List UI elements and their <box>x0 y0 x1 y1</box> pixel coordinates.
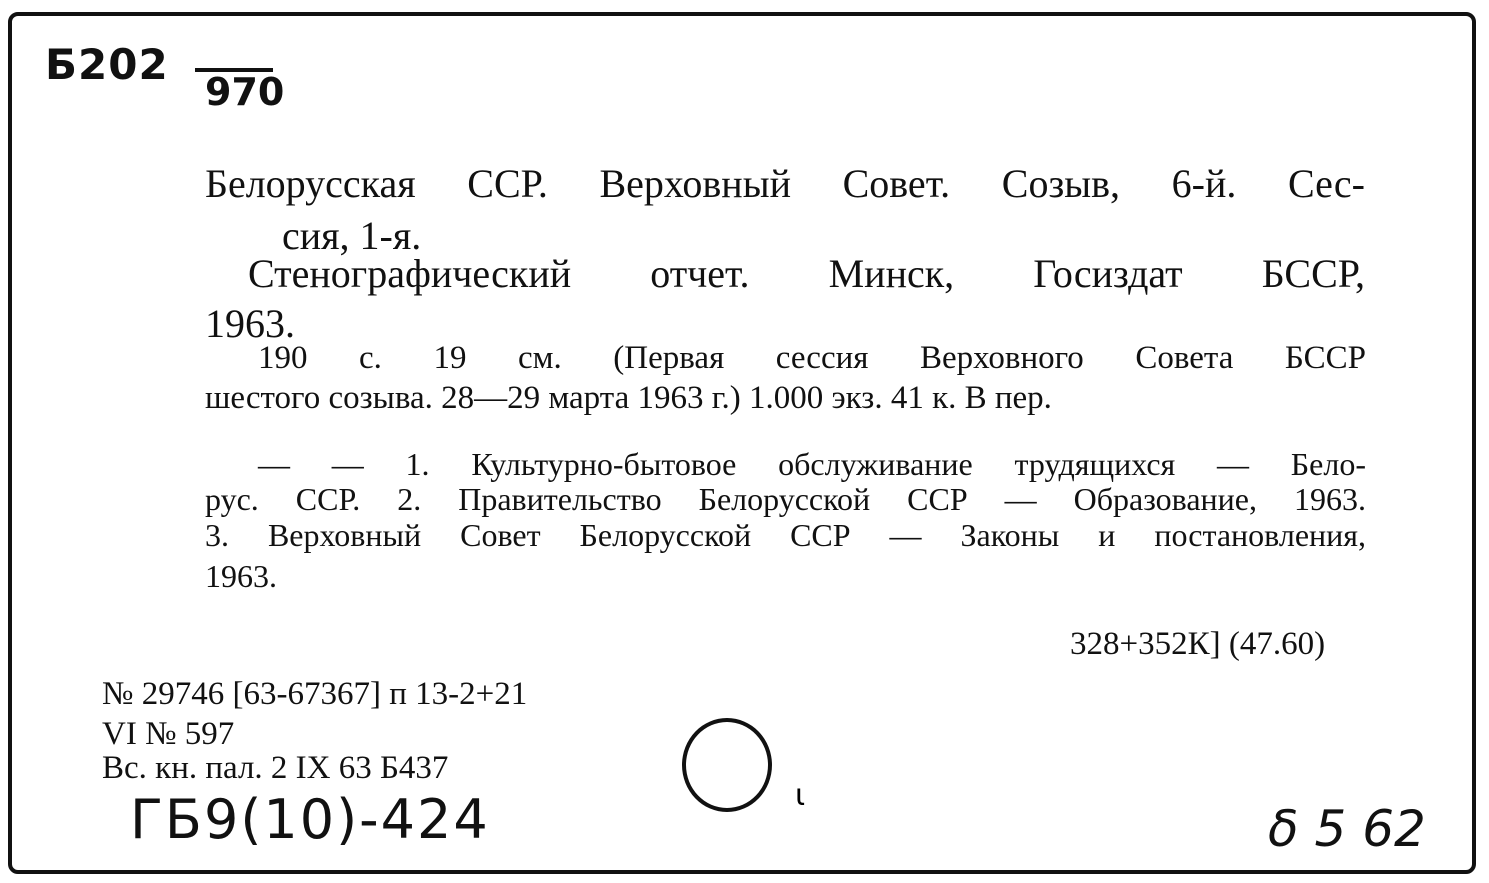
publication-year: 1963. <box>205 301 295 346</box>
subject-heading-line-1: — — 1. Культурно-бытовое обслуживание трудящихся — Бело- <box>258 446 1366 482</box>
subject-heading-line-4: 1963. <box>205 558 277 594</box>
handwritten-corner-note: δ 5 62 <box>1268 800 1426 858</box>
card-number-line-3: Вс. кн. пал. 2 IX 63 Б437 <box>102 750 449 786</box>
title-line-2: сия, 1-я. <box>282 213 422 258</box>
udc-index: 328+352К] (47.60) <box>1070 626 1326 662</box>
subject-heading-line-2: рус. ССР. 2. Правительство Белорусской ССР — Образование, 1963. <box>205 481 1366 517</box>
classification-mark: Б202 <box>45 40 169 89</box>
title-line-1: Белорусская ССР. Верховный Совет. Созыв, 6-й. Сес- <box>205 161 1365 206</box>
physical-description-line-1: 190 с. 19 см. (Первая сессия Верховного Совета БССР <box>258 340 1366 376</box>
physical-description-line-2: шестого созыва. 28—29 марта 1963 г.) 1.000 экз. 41 к. В пер. <box>205 380 1052 416</box>
stamp-tick: ι <box>795 778 806 813</box>
stamp-circle <box>682 718 772 812</box>
handwritten-shelf-code: ГБ9(10)-424 <box>130 788 490 851</box>
subject-heading-line-3: 3. Верховный Совет Белорусской ССР — Законы и постановления, <box>205 517 1366 553</box>
classification-superscript: 970 <box>205 70 285 114</box>
publication-line: Стенографический отчет. Минск, Госиздат БССР, <box>248 251 1365 296</box>
card-number-line-2: VI № 597 <box>102 716 235 752</box>
card-number-line-1: № 29746 [63-67367] п 13-2+21 <box>102 676 528 712</box>
